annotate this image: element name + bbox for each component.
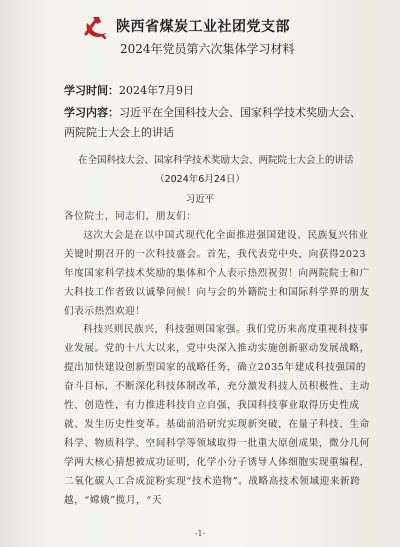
speaker-name: 习近平 <box>185 194 215 205</box>
salutation: 各位院士，同志们，朋友们： <box>64 211 197 222</box>
speech-body <box>64 208 376 511</box>
party-emblem-icon <box>82 14 108 40</box>
header-subtitle: 2024年党员第六次集体学习材料 <box>120 42 295 56</box>
study-content-value: 习近平在全国科技大会、国家科学技术奖励大会、 <box>119 106 361 119</box>
page-number: -1- <box>194 529 206 538</box>
study-time-label: 学习时间： <box>64 84 119 97</box>
paragraph-2: 科技兴则民族兴，科技强则国家强。我们党历来高度重视科技事业发展。党的十八大以来，党中央深入推动实施创新驱动发展战略，提出加快建设创新型国家的战略任务，确立2035年建成科技强国的奋斗目标，不断深化科技体制改革，充分激发科技人员积极性、主动性、创造性，有力推进科技自立自强，我国科技事业取得历史性成就、发生历史性变革。基础前沿研究实现新突破，在量子科技、生命科学、物质科学、空间科学等领域取得一批重大原创成果，微分几何学两大核心猜想被成功证明，化学小分子诱导人体细胞实现重编程，二氧化碳人工合成淀粉实现“技术造物”。战略高技术领域迎来新跨越，“嫦娥”揽月，“天 <box>64 324 370 506</box>
speech-date: （2024年6月24日） <box>155 174 245 185</box>
study-time-value: 2024年7月9日 <box>119 84 194 97</box>
study-time-line <box>64 82 194 98</box>
study-content-line <box>64 104 361 120</box>
paragraph-1: 这次大会是在以中国式现代化全面推进强国建设、民族复兴伟业关键时期召开的一次科技盛会。首先，我代表党中央，向获得2023年度国家科学技术奖励的集体和个人表示热烈祝贺！向两院院士和广大科技工作者致以诚挚问候！向与会的外籍院士和国际科学界的朋友们表示热烈欢迎！ <box>64 229 370 317</box>
speech-title: 在全国科技大会、国家科学技术奖励大会、两院院士大会上的讲话 <box>78 155 354 166</box>
study-content-label: 学习内容： <box>64 106 119 119</box>
header-title: 陕西省煤炭工业社团党支部 <box>116 19 290 35</box>
study-content-continued: 两院院士大会上的讲话 <box>64 126 174 139</box>
